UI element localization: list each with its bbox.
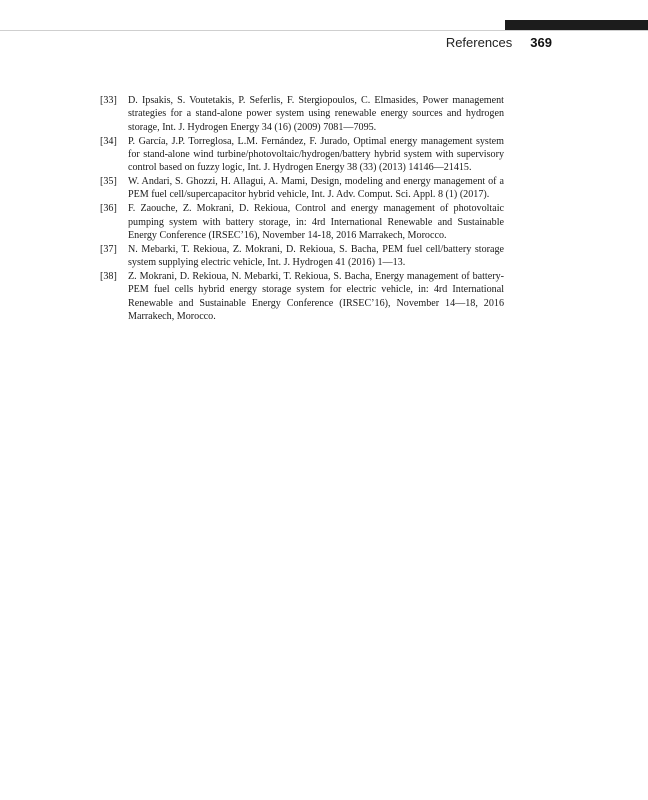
- reference-number: [37]: [100, 243, 117, 255]
- reference-number: [34]: [100, 135, 117, 147]
- reference-item: [100, 135, 504, 175]
- reference-text: Z. Mokrani, D. Rekioua, N. Mebarki, T. Rekioua, S. Bacha, Energy management of battery-PEM fuel cells hybrid energy storage system for electric vehicle, in: 4rd International Renewable and Sustainable Energy Conference (IRSEC’16), November 14—18, 2016 Marrakech, Morocco.: [128, 270, 504, 322]
- reference-text: F. Zaouche, Z. Mokrani, D. Rekioua, Control and energy management of photovoltaic pumping system with battery storage, in: 4rd International Renewable and Sustainable Energy Conference (IRSEC’16), November 14-18, 2016 Marrakech, Morocco.: [128, 203, 504, 241]
- reference-text: W. Andari, S. Ghozzi, H. Allagui, A. Mami, Design, modeling and energy management of a PEM fuel cell/supercapacitor hybrid vehicle, Int. J. Adv. Comput. Sci. Appl. 8 (1) (2017).: [128, 176, 504, 201]
- reference-text: D. Ipsakis, S. Voutetakis, P. Seferlis, F. Stergiopoulos, C. Elmasides, Power management strategies for a stand-alone power system using renewable energy sources and hydrogen storage, Int. J. Hydrogen Energy 34 (16) (2009) 7081—7095.: [128, 95, 504, 133]
- reference-number: [36]: [100, 203, 117, 215]
- reference-number: [33]: [100, 95, 117, 106]
- reference-item: [100, 270, 504, 324]
- section-name: References: [445, 35, 513, 50]
- reference-text: N. Mebarki, T. Rekioua, Z. Mokrani, D. Rekioua, S. Bacha, PEM fuel cell/battery storage system supplying electric vehicle, Int. J. Hydrogen 41 (2016) 1—13.: [128, 243, 504, 269]
- header-bar: [505, 20, 648, 30]
- page-number: 369: [530, 35, 552, 50]
- reference-item: [100, 202, 504, 242]
- reference-list: [100, 94, 504, 324]
- running-head: [446, 35, 552, 50]
- reference-number: [35]: [100, 176, 117, 188]
- reference-item: [100, 175, 504, 202]
- reference-item: [100, 243, 504, 270]
- reference-item: [100, 94, 504, 134]
- reference-number: [38]: [100, 270, 117, 282]
- reference-text: P. García, J.P. Torreglosa, L.M. Fernández, F. Jurado, Optimal energy management system for stand-alone wind turbine/photovoltaic/hydrogen/battery hybrid system with supervisory control based on fuzzy logic, Int. J. Hydrogen Energy 38 (33) (2013) 14146—21415.: [128, 135, 504, 174]
- header-rule: [0, 30, 648, 31]
